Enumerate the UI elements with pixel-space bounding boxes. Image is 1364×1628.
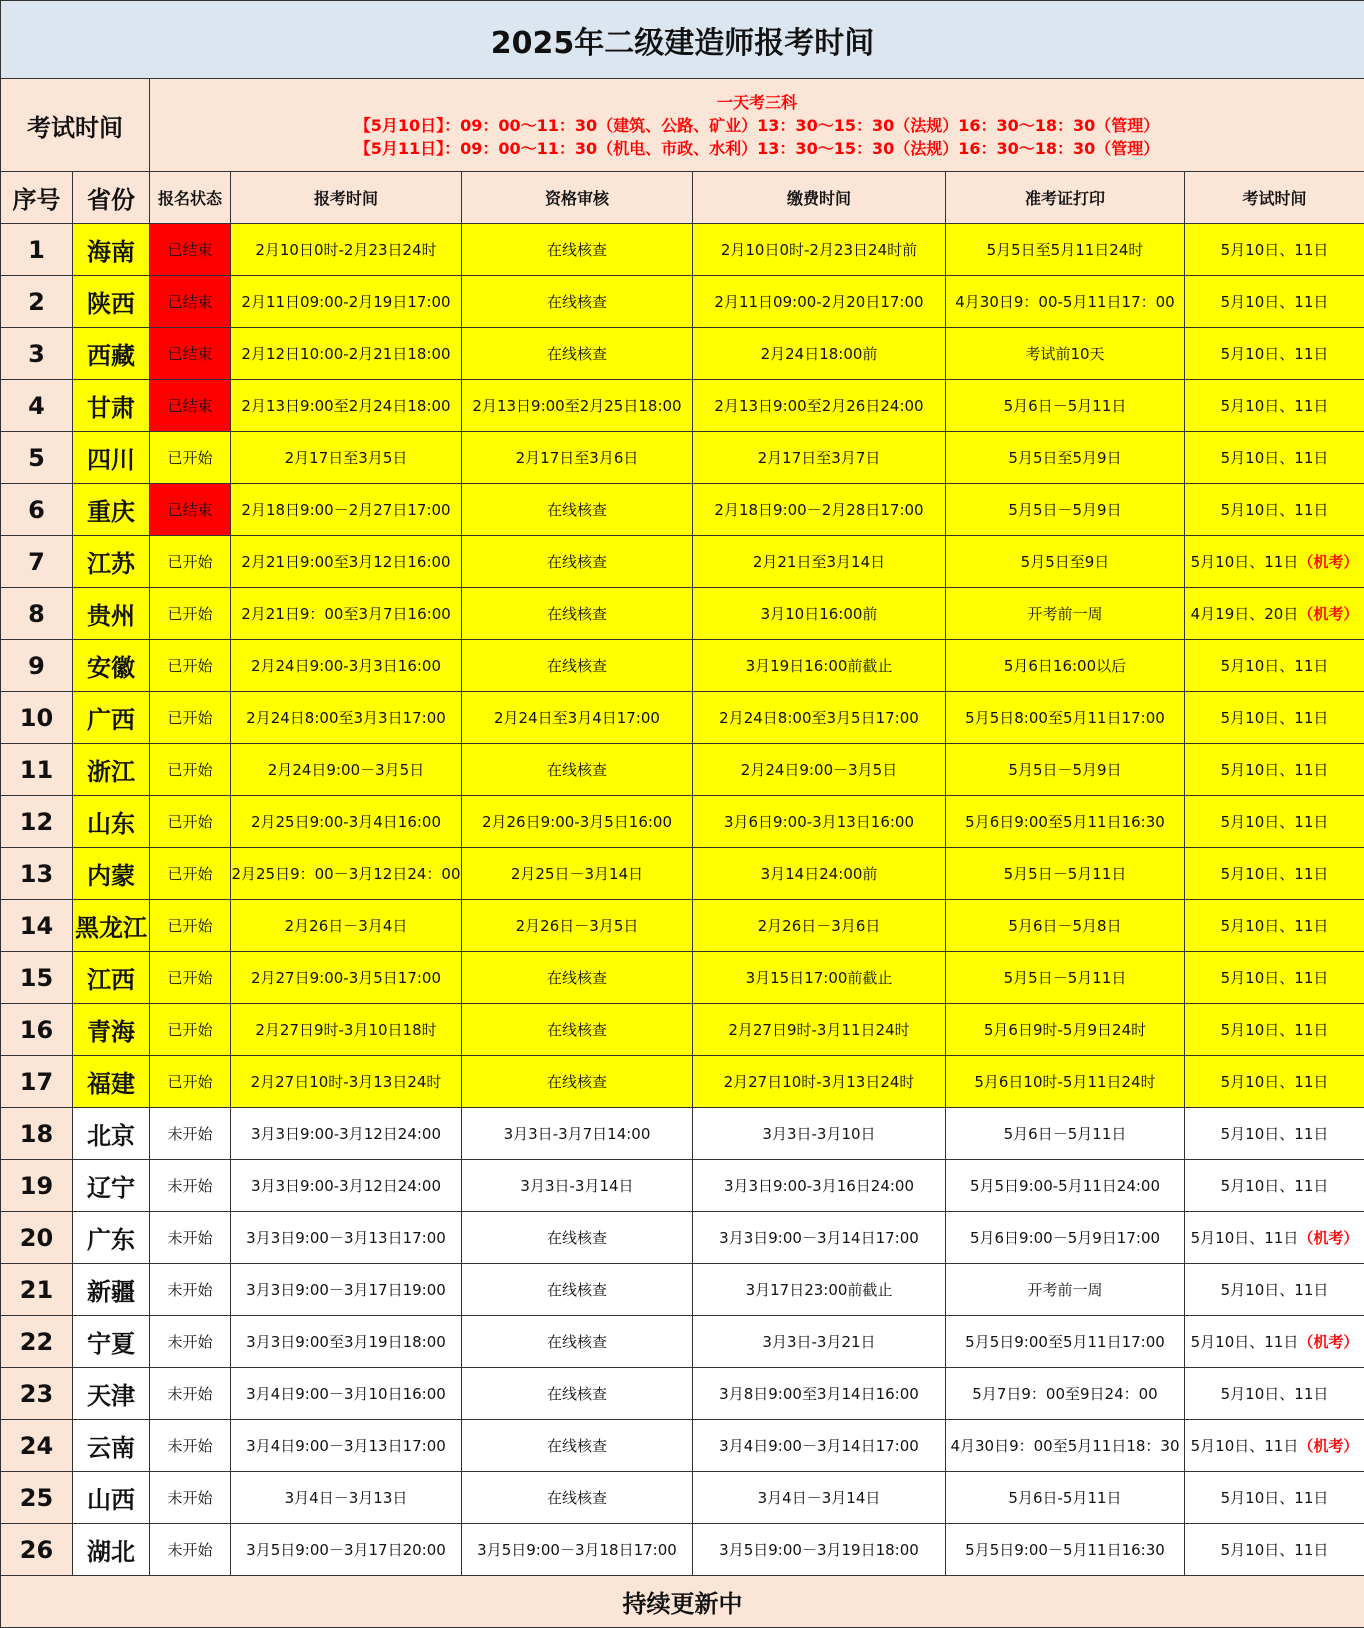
row-index: 16 — [1, 1004, 73, 1056]
exam-date-cell — [1185, 1524, 1364, 1576]
exam-date-cell — [1185, 1472, 1364, 1524]
review-cell: 2月17日至3月6日 — [462, 432, 693, 484]
register-time-cell: 2月11日09:00-2月19日17:00 — [231, 276, 462, 328]
ticket-print-cell: 5月6日－5月11日 — [946, 380, 1185, 432]
payment-time-cell: 3月17日23:00前截止 — [693, 1264, 946, 1316]
status-badge: 未开始 — [150, 1316, 231, 1368]
header-province: 省份 — [73, 172, 150, 224]
province-cell: 辽宁 — [73, 1160, 150, 1212]
review-cell: 在线核查 — [462, 744, 693, 796]
status-badge: 已开始 — [150, 588, 231, 640]
payment-time-cell: 3月19日16:00前截止 — [693, 640, 946, 692]
ticket-print-cell: 开考前一周 — [946, 588, 1185, 640]
row-index: 4 — [1, 380, 73, 432]
register-time-cell: 2月26日－3月4日 — [231, 900, 462, 952]
exam-date-cell — [1185, 1056, 1364, 1108]
computer-exam-note: （机考） — [1298, 1437, 1358, 1455]
exam-date-text: 5月10日、11日 — [1221, 501, 1329, 519]
exam-time-line: 【5月11日】：09：00～11：30（机电、市政、水利）13：30～15：30（法规）16：30～18：30（管理） — [150, 137, 1364, 160]
exam-date-cell — [1185, 536, 1364, 588]
payment-time-cell: 2月21日至3月14日 — [693, 536, 946, 588]
province-cell: 黑龙江 — [73, 900, 150, 952]
exam-date-cell — [1185, 1264, 1364, 1316]
register-time-cell: 2月25日9:00-3月4日16:00 — [231, 796, 462, 848]
row-index: 1 — [1, 224, 73, 276]
exam-date-cell — [1185, 952, 1364, 1004]
province-cell: 贵州 — [73, 588, 150, 640]
table-row — [1, 692, 1364, 744]
row-index: 10 — [1, 692, 73, 744]
header-review: 资格审核 — [462, 172, 693, 224]
register-time-cell: 2月12日10:00-2月21日18:00 — [231, 328, 462, 380]
table-row — [1, 1212, 1364, 1264]
row-index: 17 — [1, 1056, 73, 1108]
status-badge: 已开始 — [150, 1004, 231, 1056]
table-row — [1, 432, 1364, 484]
payment-time-cell: 2月10日0时-2月23日24时前 — [693, 224, 946, 276]
register-time-cell: 2月27日10时-3月13日24时 — [231, 1056, 462, 1108]
exam-date-cell — [1185, 900, 1364, 952]
table-row — [1, 1524, 1364, 1576]
payment-time-cell: 2月27日9时-3月11日24时 — [693, 1004, 946, 1056]
review-cell: 在线核查 — [462, 588, 693, 640]
review-cell: 在线核查 — [462, 276, 693, 328]
province-cell: 山西 — [73, 1472, 150, 1524]
register-time-cell: 3月3日9:00-3月12日24:00 — [231, 1108, 462, 1160]
exam-date-text: 5月10日、11日 — [1221, 1281, 1329, 1299]
register-time-cell: 3月3日9:00－3月13日17:00 — [231, 1212, 462, 1264]
register-time-cell: 3月5日9:00－3月17日20:00 — [231, 1524, 462, 1576]
review-cell: 2月26日－3月5日 — [462, 900, 693, 952]
review-cell: 3月3日-3月7日14:00 — [462, 1108, 693, 1160]
row-index: 5 — [1, 432, 73, 484]
ticket-print-cell: 5月6日16:00以后 — [946, 640, 1185, 692]
province-cell: 广东 — [73, 1212, 150, 1264]
exam-date-text: 5月10日、11日 — [1221, 397, 1329, 415]
row-index: 25 — [1, 1472, 73, 1524]
row-index: 26 — [1, 1524, 73, 1576]
payment-time-cell: 3月8日9:00至3月14日16:00 — [693, 1368, 946, 1420]
header-index: 序号 — [1, 172, 73, 224]
row-index: 11 — [1, 744, 73, 796]
exam-time-label: 考试时间 — [1, 79, 150, 172]
row-index: 6 — [1, 484, 73, 536]
status-badge: 已开始 — [150, 744, 231, 796]
ticket-print-cell: 5月5日－5月9日 — [946, 484, 1185, 536]
row-index: 18 — [1, 1108, 73, 1160]
exam-date-text: 5月10日、11日 — [1221, 293, 1329, 311]
ticket-print-cell: 5月6日9时-5月9日24时 — [946, 1004, 1185, 1056]
row-index: 2 — [1, 276, 73, 328]
province-cell: 四川 — [73, 432, 150, 484]
exam-date-text: 5月10日、11日 — [1221, 709, 1329, 727]
table-row — [1, 224, 1364, 276]
row-index: 7 — [1, 536, 73, 588]
review-cell: 在线核查 — [462, 536, 693, 588]
payment-time-cell: 2月13日9:00至2月26日24:00 — [693, 380, 946, 432]
register-time-cell: 2月13日9:00至2月24日18:00 — [231, 380, 462, 432]
ticket-print-cell: 5月5日－5月9日 — [946, 744, 1185, 796]
status-badge: 未开始 — [150, 1264, 231, 1316]
exam-date-text: 5月10日、11日 — [1221, 241, 1329, 259]
exam-date-cell — [1185, 692, 1364, 744]
row-index: 20 — [1, 1212, 73, 1264]
exam-date-cell — [1185, 432, 1364, 484]
payment-time-cell: 2月17日至3月7日 — [693, 432, 946, 484]
status-badge: 已开始 — [150, 692, 231, 744]
status-badge: 已结束 — [150, 224, 231, 276]
row-index: 13 — [1, 848, 73, 900]
status-badge: 已结束 — [150, 380, 231, 432]
register-time-cell: 3月3日9:00至3月19日18:00 — [231, 1316, 462, 1368]
province-cell: 海南 — [73, 224, 150, 276]
status-badge: 已结束 — [150, 484, 231, 536]
row-index: 24 — [1, 1420, 73, 1472]
status-badge: 已开始 — [150, 848, 231, 900]
province-cell: 江苏 — [73, 536, 150, 588]
row-index: 12 — [1, 796, 73, 848]
ticket-print-cell: 5月6日9:00至5月11日16:30 — [946, 796, 1185, 848]
review-cell: 在线核查 — [462, 640, 693, 692]
review-cell: 在线核查 — [462, 952, 693, 1004]
payment-time-cell: 2月27日10时-3月13日24时 — [693, 1056, 946, 1108]
table-row — [1, 1316, 1364, 1368]
exam-date-text: 5月10日、11日 — [1221, 1073, 1329, 1091]
table-row — [1, 1056, 1364, 1108]
status-badge: 未开始 — [150, 1524, 231, 1576]
payment-time-cell: 3月5日9:00－3月19日18:00 — [693, 1524, 946, 1576]
payment-time-cell: 2月24日9:00－3月5日 — [693, 744, 946, 796]
status-badge: 未开始 — [150, 1420, 231, 1472]
row-index: 9 — [1, 640, 73, 692]
footer-note: 持续更新中 — [1, 1576, 1364, 1628]
province-cell: 福建 — [73, 1056, 150, 1108]
register-time-cell: 3月4日9:00－3月10日16:00 — [231, 1368, 462, 1420]
status-badge: 已开始 — [150, 640, 231, 692]
province-cell: 山东 — [73, 796, 150, 848]
status-badge: 未开始 — [150, 1160, 231, 1212]
exam-date-cell — [1185, 588, 1364, 640]
exam-date-text: 5月10日、11日 — [1221, 813, 1329, 831]
province-cell: 新疆 — [73, 1264, 150, 1316]
page-title: 2025年二级建造师报考时间 — [1, 1, 1364, 79]
ticket-print-cell: 5月5日9:00－5月11日16:30 — [946, 1524, 1185, 1576]
row-index: 23 — [1, 1368, 73, 1420]
exam-date-text: 5月10日、11日 — [1191, 553, 1299, 571]
table-row — [1, 1004, 1364, 1056]
table-row — [1, 588, 1364, 640]
status-badge: 未开始 — [150, 1368, 231, 1420]
register-time-cell: 2月10日0时-2月23日24时 — [231, 224, 462, 276]
table-row — [1, 952, 1364, 1004]
review-cell: 在线核查 — [462, 1056, 693, 1108]
exam-date-cell — [1185, 1160, 1364, 1212]
register-time-cell: 2月21日9:00至3月12日16:00 — [231, 536, 462, 588]
ticket-print-cell: 5月6日－5月11日 — [946, 1108, 1185, 1160]
review-cell: 在线核查 — [462, 1420, 693, 1472]
exam-date-cell — [1185, 1368, 1364, 1420]
review-cell: 在线核查 — [462, 224, 693, 276]
table-row — [1, 328, 1364, 380]
review-cell: 2月25日－3月14日 — [462, 848, 693, 900]
ticket-print-cell: 5月5日至9日 — [946, 536, 1185, 588]
header-exam: 考试时间 — [1185, 172, 1364, 224]
status-badge: 已结束 — [150, 328, 231, 380]
exam-date-text: 5月10日、11日 — [1221, 969, 1329, 987]
review-cell: 3月3日-3月14日 — [462, 1160, 693, 1212]
ticket-print-cell: 5月6日10时-5月11日24时 — [946, 1056, 1185, 1108]
row-index: 15 — [1, 952, 73, 1004]
status-badge: 未开始 — [150, 1108, 231, 1160]
exam-date-text: 5月10日、11日 — [1191, 1333, 1299, 1351]
table-row — [1, 276, 1364, 328]
exam-date-text: 5月10日、11日 — [1221, 761, 1329, 779]
ticket-print-cell: 5月5日9:00-5月11日24:00 — [946, 1160, 1185, 1212]
payment-time-cell: 2月24日8:00至3月5日17:00 — [693, 692, 946, 744]
exam-date-text: 5月10日、11日 — [1191, 1229, 1299, 1247]
province-cell: 西藏 — [73, 328, 150, 380]
register-time-cell: 2月18日9:00－2月27日17:00 — [231, 484, 462, 536]
register-time-cell: 2月17日至3月5日 — [231, 432, 462, 484]
payment-time-cell: 3月3日-3月10日 — [693, 1108, 946, 1160]
table-row — [1, 536, 1364, 588]
header-payment: 缴费时间 — [693, 172, 946, 224]
payment-time-cell: 2月26日－3月6日 — [693, 900, 946, 952]
table-row — [1, 796, 1364, 848]
header-status: 报名状态 — [150, 172, 231, 224]
row-index: 3 — [1, 328, 73, 380]
payment-time-cell: 3月4日9:00－3月14日17:00 — [693, 1420, 946, 1472]
exam-date-cell — [1185, 328, 1364, 380]
status-badge: 已开始 — [150, 796, 231, 848]
review-cell: 2月26日9:00-3月5日16:00 — [462, 796, 693, 848]
register-time-cell: 3月3日9:00-3月12日24:00 — [231, 1160, 462, 1212]
exam-date-text: 5月10日、11日 — [1221, 449, 1329, 467]
ticket-print-cell: 5月5日8:00至5月11日17:00 — [946, 692, 1185, 744]
review-cell: 在线核查 — [462, 1004, 693, 1056]
table-row — [1, 1472, 1364, 1524]
header-ticket: 准考证打印 — [946, 172, 1185, 224]
exam-date-cell — [1185, 796, 1364, 848]
province-cell: 宁夏 — [73, 1316, 150, 1368]
exam-date-text: 5月10日、11日 — [1221, 1489, 1329, 1507]
status-badge: 已结束 — [150, 276, 231, 328]
province-cell: 青海 — [73, 1004, 150, 1056]
status-badge: 已开始 — [150, 900, 231, 952]
register-time-cell: 2月21日9：00至3月7日16:00 — [231, 588, 462, 640]
payment-time-cell: 3月4日－3月14日 — [693, 1472, 946, 1524]
province-cell: 北京 — [73, 1108, 150, 1160]
province-cell: 江西 — [73, 952, 150, 1004]
table-row — [1, 1420, 1364, 1472]
exam-time-line: 一天考三科 — [150, 91, 1364, 114]
review-cell: 在线核查 — [462, 484, 693, 536]
exam-date-text: 5月10日、11日 — [1221, 1541, 1329, 1559]
table-row — [1, 1368, 1364, 1420]
province-cell: 陕西 — [73, 276, 150, 328]
province-cell: 甘肃 — [73, 380, 150, 432]
ticket-print-cell: 考试前10天 — [946, 328, 1185, 380]
status-badge: 已开始 — [150, 536, 231, 588]
payment-time-cell: 3月3日9:00－3月14日17:00 — [693, 1212, 946, 1264]
table-row — [1, 848, 1364, 900]
exam-date-cell — [1185, 848, 1364, 900]
ticket-print-cell: 5月6日－5月8日 — [946, 900, 1185, 952]
exam-date-text: 5月10日、11日 — [1221, 917, 1329, 935]
payment-time-cell: 3月14日24:00前 — [693, 848, 946, 900]
exam-date-text: 5月10日、11日 — [1191, 1437, 1299, 1455]
payment-time-cell: 3月10日16:00前 — [693, 588, 946, 640]
register-time-cell: 2月25日9：00－3月12日24：00 — [231, 848, 462, 900]
exam-date-text: 4月19日、20日 — [1191, 605, 1299, 623]
ticket-print-cell: 5月5日至5月11日24时 — [946, 224, 1185, 276]
table-row — [1, 1160, 1364, 1212]
review-cell: 在线核查 — [462, 1212, 693, 1264]
register-time-cell: 2月24日9:00－3月5日 — [231, 744, 462, 796]
status-badge: 已开始 — [150, 952, 231, 1004]
exam-date-text: 5月10日、11日 — [1221, 865, 1329, 883]
computer-exam-note: （机考） — [1298, 605, 1358, 623]
province-cell: 浙江 — [73, 744, 150, 796]
table-row — [1, 1108, 1364, 1160]
payment-time-cell: 2月11日09:00-2月20日17:00 — [693, 276, 946, 328]
table-row — [1, 1264, 1364, 1316]
exam-date-cell — [1185, 1212, 1364, 1264]
review-cell: 在线核查 — [462, 1368, 693, 1420]
province-cell: 安徽 — [73, 640, 150, 692]
column-header-row — [1, 172, 1364, 224]
exam-date-cell — [1185, 744, 1364, 796]
table-row — [1, 640, 1364, 692]
table-row — [1, 744, 1364, 796]
review-cell: 2月13日9:00至2月25日18:00 — [462, 380, 693, 432]
ticket-print-cell: 4月30日9：00至5月11日18：30 — [946, 1420, 1185, 1472]
exam-date-cell — [1185, 640, 1364, 692]
exam-date-text: 5月10日、11日 — [1221, 345, 1329, 363]
ticket-print-cell: 5月5日至5月9日 — [946, 432, 1185, 484]
table-row — [1, 484, 1364, 536]
status-badge: 未开始 — [150, 1212, 231, 1264]
exam-date-cell — [1185, 1316, 1364, 1368]
table-row — [1, 900, 1364, 952]
province-cell: 云南 — [73, 1420, 150, 1472]
payment-time-cell: 2月24日18:00前 — [693, 328, 946, 380]
exam-time-line: 【5月10日】：09：00～11：30（建筑、公路、矿业）13：30～15：30（法规）16：30～18：30（管理） — [150, 114, 1364, 137]
header-register: 报考时间 — [231, 172, 462, 224]
status-badge: 未开始 — [150, 1472, 231, 1524]
province-cell: 湖北 — [73, 1524, 150, 1576]
payment-time-cell: 3月3日9:00-3月16日24:00 — [693, 1160, 946, 1212]
register-time-cell: 3月4日－3月13日 — [231, 1472, 462, 1524]
register-time-cell: 2月27日9:00-3月5日17:00 — [231, 952, 462, 1004]
computer-exam-note: （机考） — [1298, 553, 1358, 571]
review-cell: 在线核查 — [462, 1472, 693, 1524]
payment-time-cell: 3月3日-3月21日 — [693, 1316, 946, 1368]
review-cell: 在线核查 — [462, 1264, 693, 1316]
register-time-cell: 2月27日9时-3月10日18时 — [231, 1004, 462, 1056]
province-cell: 广西 — [73, 692, 150, 744]
exam-date-cell — [1185, 1004, 1364, 1056]
status-badge: 已开始 — [150, 432, 231, 484]
payment-time-cell: 3月6日9:00-3月13日16:00 — [693, 796, 946, 848]
ticket-print-cell: 5月5日－5月11日 — [946, 848, 1185, 900]
register-time-cell: 3月4日9:00－3月13日17:00 — [231, 1420, 462, 1472]
row-index: 21 — [1, 1264, 73, 1316]
exam-date-cell — [1185, 484, 1364, 536]
exam-date-cell — [1185, 224, 1364, 276]
computer-exam-note: （机考） — [1298, 1333, 1358, 1351]
row-index: 14 — [1, 900, 73, 952]
register-time-cell: 3月3日9:00－3月17日19:00 — [231, 1264, 462, 1316]
payment-time-cell: 3月15日17:00前截止 — [693, 952, 946, 1004]
exam-date-cell — [1185, 276, 1364, 328]
exam-date-cell — [1185, 1420, 1364, 1472]
computer-exam-note: （机考） — [1298, 1229, 1358, 1247]
row-index: 19 — [1, 1160, 73, 1212]
review-cell: 在线核查 — [462, 1316, 693, 1368]
province-cell: 重庆 — [73, 484, 150, 536]
province-cell: 天津 — [73, 1368, 150, 1420]
exam-time-info — [150, 79, 1364, 172]
table-row — [1, 380, 1364, 432]
exam-date-text: 5月10日、11日 — [1221, 1125, 1329, 1143]
review-cell: 在线核查 — [462, 328, 693, 380]
ticket-print-cell: 4月30日9：00-5月11日17：00 — [946, 276, 1185, 328]
ticket-print-cell: 5月6日-5月11日 — [946, 1472, 1185, 1524]
ticket-print-cell: 5月6日9:00－5月9日17:00 — [946, 1212, 1185, 1264]
exam-date-cell — [1185, 1108, 1364, 1160]
review-cell: 2月24日至3月4日17:00 — [462, 692, 693, 744]
ticket-print-cell: 5月7日9：00至9日24：00 — [946, 1368, 1185, 1420]
payment-time-cell: 2月18日9:00－2月28日17:00 — [693, 484, 946, 536]
status-badge: 已开始 — [150, 1056, 231, 1108]
exam-date-cell — [1185, 380, 1364, 432]
province-cell: 内蒙 — [73, 848, 150, 900]
exam-date-text: 5月10日、11日 — [1221, 1177, 1329, 1195]
ticket-print-cell: 5月5日－5月11日 — [946, 952, 1185, 1004]
register-time-cell: 2月24日8:00至3月3日17:00 — [231, 692, 462, 744]
exam-date-text: 5月10日、11日 — [1221, 1021, 1329, 1039]
ticket-print-cell: 开考前一周 — [946, 1264, 1185, 1316]
exam-date-text: 5月10日、11日 — [1221, 1385, 1329, 1403]
register-time-cell: 2月24日9:00-3月3日16:00 — [231, 640, 462, 692]
row-index: 22 — [1, 1316, 73, 1368]
ticket-print-cell: 5月5日9:00至5月11日17:00 — [946, 1316, 1185, 1368]
row-index: 8 — [1, 588, 73, 640]
review-cell: 3月5日9:00－3月18日17:00 — [462, 1524, 693, 1576]
exam-date-text: 5月10日、11日 — [1221, 657, 1329, 675]
